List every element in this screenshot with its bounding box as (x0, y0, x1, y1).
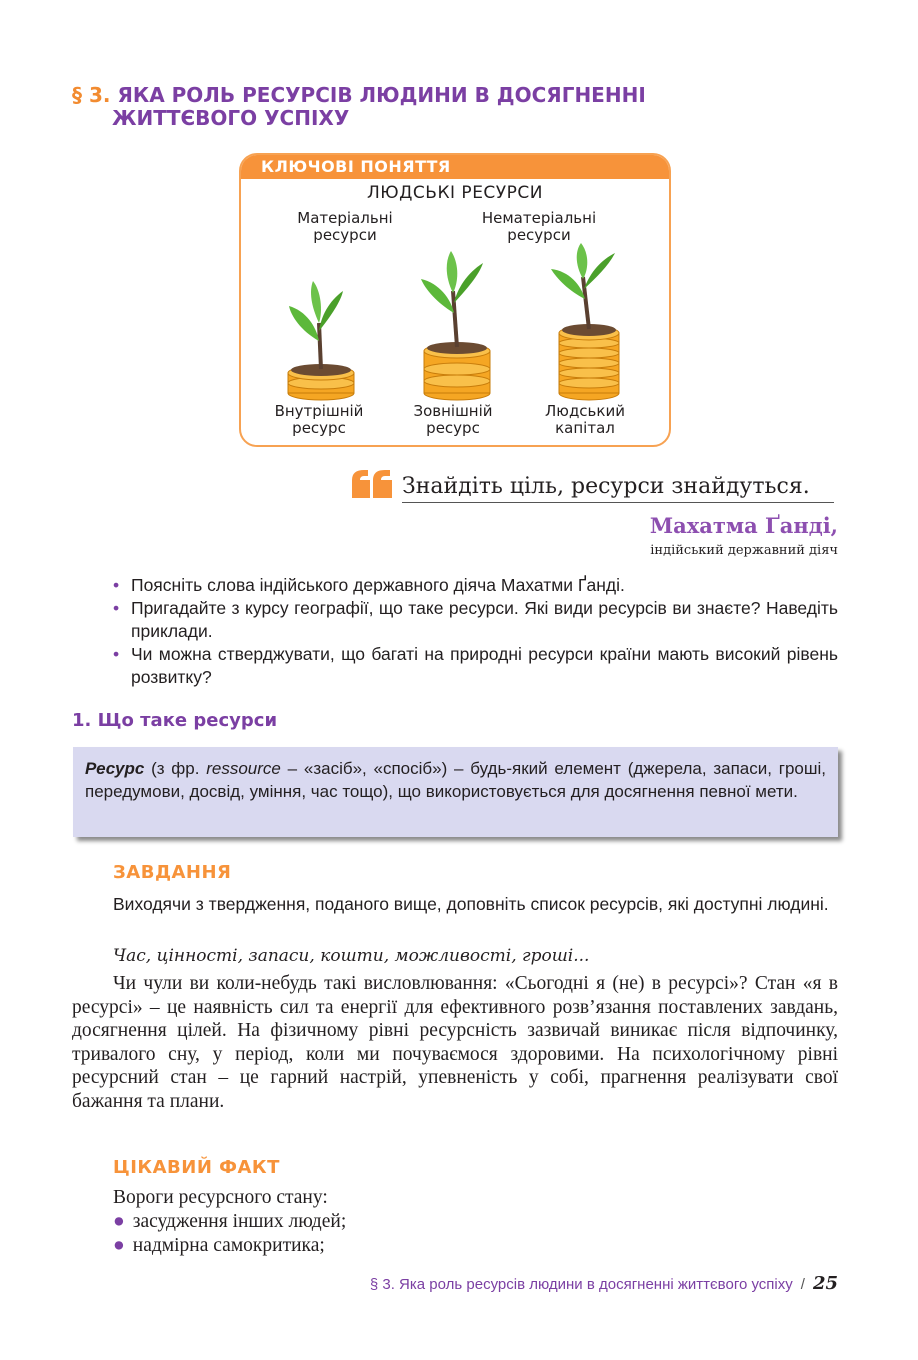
key-concepts-box (239, 153, 671, 447)
footer-title: § 3. Яка роль ресурсів людини в досягненні життєвого успіху (369, 1276, 793, 1293)
fact-heading: ЦІКАВИЙ ФАКТ (113, 1157, 280, 1178)
list-item: • Чи можна стверджувати, що багаті на природні ресурси країни мають високий рівень розвитку? (113, 644, 838, 687)
bullet-icon: ● (113, 1235, 125, 1256)
plant-coins-icon-3 (539, 241, 639, 401)
quote-author-role: індійський державний діяч (650, 543, 838, 558)
questions-list (113, 574, 838, 689)
page-number: 25 (812, 1273, 838, 1294)
bullet-icon: • (113, 644, 120, 664)
definition-foreign-word: ressource (206, 759, 281, 778)
definition-term: Ресурс (85, 759, 145, 778)
bullet-icon: • (113, 598, 120, 618)
list-item: • Пригадайте з курсу географії, що таке ресурси. Які види ресурсів ви знаєте? Наведіть приклади. (113, 598, 838, 641)
external-resource-label: Зовнішній ресурс (413, 402, 493, 437)
list-item: ● засудження інших людей; (113, 1211, 347, 1232)
plant-coins-icon-2 (407, 241, 507, 401)
paragraph-title-line2: ЖИТТЄВОГО УСПІХУ (112, 106, 350, 130)
list-item: ● надмірна самокритика; (113, 1235, 325, 1256)
task-example: Час, цінності, запаси, кошти, можливості, гроші... (113, 946, 590, 966)
task-text: Виходячи з твердження, поданого вище, доповніть список ресурсів, які доступні людині. (113, 894, 829, 914)
paragraph-number: § 3. (72, 83, 111, 107)
fact-list (113, 1210, 346, 1258)
page-footer (370, 1273, 838, 1294)
nonmaterial-resources-label: Нематеріальні ресурси (481, 209, 597, 244)
internal-resource-label: Внутрішній ресурс (274, 402, 364, 437)
key-concepts-header: КЛЮЧОВІ ПОНЯТТЯ (241, 155, 669, 179)
body-paragraph: Чи чули ви коли-небудь такі висловлювання: «Сьогодні я (не) в ресурсі»? Стан «я в ресурсі» – це наявність сил та енергії для ефективного розв’язання поставлених завдань, досягнення цілей. На фізичному рівні ресурсність зазвичай виникає після відпочинку, тривалого сну, у період, коли ми почуваємося здоровими. На психологічному рівні ресурсний стан – це гарний настрій, упевненість у собі, прагнення реалізувати свої бажання та плани. (72, 973, 838, 1112)
paragraph-title (72, 84, 772, 130)
material-resources-label: Матеріальні ресурси (297, 209, 393, 244)
list-item: • Поясніть слова індійського державного діяча Махатми Ґанді. (113, 575, 625, 595)
quote-text: Знайдіть ціль, ресурси знайдуться. (402, 474, 834, 503)
quote-author: Махатма Ґанді, (649, 513, 838, 538)
human-capital-label: Людський капітал (545, 402, 625, 437)
bullet-icon: • (113, 575, 120, 595)
footer-separator: / (800, 1276, 805, 1293)
section-heading: 1. Що таке ресурси (72, 710, 278, 731)
definition-box: Ресурс (з фр. ressource – «засіб», «спосіб») – будь-який елемент (джерела, запаси, гроші, передумови, досвід, уміння, час тощо), що використовується для досягнення певної мети. (73, 747, 838, 837)
bullet-icon: ● (113, 1211, 125, 1232)
task-heading: ЗАВДАННЯ (113, 862, 232, 883)
quote-mark-icon (352, 470, 392, 498)
plant-coins-icon-1 (271, 261, 371, 401)
key-concepts-main: ЛЮДСЬКІ РЕСУРСИ (367, 183, 543, 203)
paragraph-title-line1: ЯКА РОЛЬ РЕСУРСІВ ЛЮДИНИ В ДОСЯГНЕННІ (117, 83, 646, 107)
fact-intro: Вороги ресурсного стану: (113, 1187, 328, 1208)
